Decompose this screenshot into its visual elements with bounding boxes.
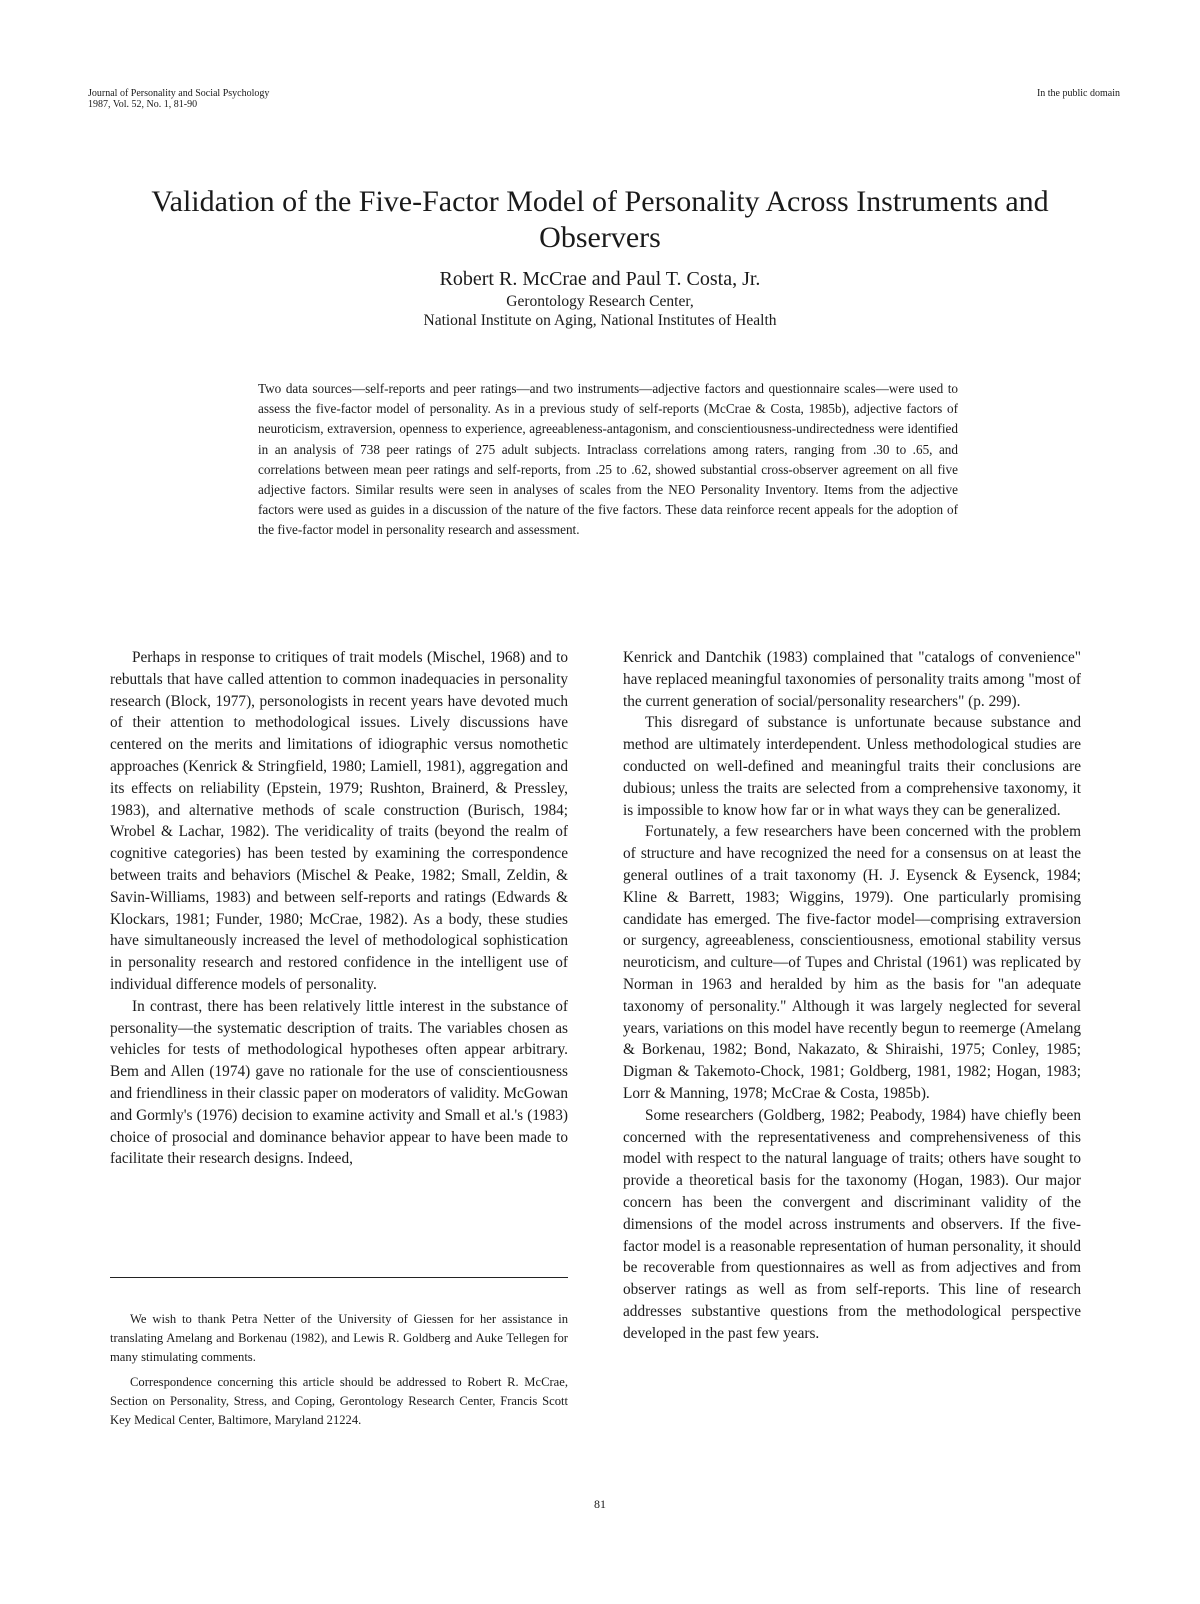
journal-name: Journal of Personality and Social Psychology: [88, 88, 270, 99]
paper-title: Validation of the Five-Factor Model of Personality Across Instruments and Observers: [151, 185, 1049, 255]
body-paragraph: In contrast, there has been relatively little interest in the substance of personality—the systematic description of traits. The variables chosen as vehicles for tests of methodological hypotheses often appear arbitrary. Bem and Allen (1974) gave no rationale for the use of conscientiousness and friendliness in their classic paper on moderators of validity. McGowan and Gormly's (1976) decision to examine activity and Small et al.'s (1983) choice of prosocial and dominance behavior appear to have been made to facilitate their research designs. Indeed,: [110, 997, 568, 1168]
footnotes: [110, 1310, 568, 1436]
affiliation-line-1: Gerontology Research Center,: [506, 293, 694, 310]
acknowledgment-footnote: We wish to thank Petra Netter of the University of Giessen for her assistance in translating Amelang and Borkenau (1982), and Lewis R. Goldberg and Auke Tellegen for many stimulating comments.: [110, 1312, 568, 1364]
copyright-notice: In the public domain: [1036, 88, 1120, 99]
footnote-divider: [110, 1277, 568, 1278]
body-paragraph: This disregard of substance is unfortunate because substance and method are ultimately interdependent. Unless methodological studies are conducted on well-defined and meaningful traits their conclusions are dubious; unless the traits are selected from a comprehensive taxonomy, it is impossible to know how far or in what ways they can be generalized.: [623, 714, 1081, 819]
correspondence-footnote: Correspondence concerning this article should be addressed to Robert R. McCrae, Section on Personality, Stress, and Coping, Gerontology Research Center, Francis Scott Key Medical Center, Baltimore, Maryland 21224.: [110, 1375, 568, 1427]
affiliation-line-2: National Institute on Aging, National Institutes of Health: [423, 312, 777, 329]
author-affiliation: [150, 292, 1050, 330]
journal-volume: 1987, Vol. 52, No. 1, 81-90: [88, 99, 198, 110]
journal-citation: [88, 88, 269, 110]
body-paragraph: Some researchers (Goldberg, 1982; Peabody, 1984) have chiefly been concerned with the representativeness and comprehensiveness of this model with respect to the natural language of traits; others have sought to provide a theoretical basis for the taxonomy (Hogan, 1983). Our major concern has been the convergent and discriminant validity of the dimensions of the model across instruments and observers. If the five-factor model is a reasonable representation of human personality, it should be recoverable from questionnaires as well as from adjectives and from observer ratings as well as from self-reports. This line of research addresses substantive questions from the methodological perspective developed in the past few years.: [623, 1106, 1081, 1342]
body-paragraph: Kenrick and Dantchik (1983) complained that "catalogs of convenience" have replaced meaningful taxonomies of personality traits among "most of the current generation of social/personality researchers" (p. 299).: [623, 649, 1081, 710]
body-column-right: [623, 647, 1081, 1345]
page-number: 81: [594, 1497, 606, 1511]
abstract: Two data sources—self-reports and peer ratings—and two instruments—adjective factors and questionnaire scales—were used to assess the five-factor model of personality. As in a previous study of self-reports (McCrae & Costa, 1985b), adjective factors of neuroticism, extraversion, openness to experience, agreeableness-antagonism, and conscientiousness-undirectedness were identified in an analysis of 738 peer ratings of 275 adult subjects. Intraclass correlations among raters, ranging from .30 to .65, and correlations between mean peer ratings and self-reports, from .25 to .62, showed substantial cross-observer agreement on all five adjective factors. Similar results were seen in analyses of scales from the NEO Personality Inventory. Items from the adjective factors were used as guides in a discussion of the nature of the five factors. These data reinforce recent appeals for the adoption of the five-factor model in personality research and assessment.: [258, 381, 958, 538]
body-column-left: [110, 647, 568, 1170]
body-paragraph: Perhaps in response to critiques of trait models (Mischel, 1968) and to rebuttals that have called attention to common inadequacies in personality research (Block, 1977), personologists in recent years have devoted much of their attention to methodological issues. Lively discussions have centered on the merits and limitations of idiographic versus nomothetic approaches (Kenrick & Stringfield, 1980; Lamiell, 1981), aggregation and its effects on reliability (Epstein, 1979; Rushton, Brainerd, & Pressley, 1983), and alternative methods of scale construction (Burisch, 1984; Wrobel & Lachar, 1982). The veridicality of traits (beyond the realm of cognitive categories) has been tested by examining the correspondence between traits and behaviors (Mischel & Peake, 1982; Small, Zeldin, & Savin-Williams, 1983) and between self-reports and ratings (Edwards & Klockars, 1981; Funder, 1980; McCrae, 1982). As a body, these studies have simultaneously increased the level of methodological sophistication in personality research and restored confidence in the intelligent use of individual difference models of personality.: [110, 649, 568, 993]
body-paragraph: Fortunately, a few researchers have been concerned with the problem of structure and have recognized the need for a consensus on at least the general outlines of a trait taxonomy (H. J. Eysenck & Eysenck, 1984; Kline & Barrett, 1983; Wiggins, 1979). One particularly promising candidate has emerged. The five-factor model—comprising extraversion or surgency, agreeableness, conscientiousness, emotional stability versus neuroticism, and culture—of Tupes and Christal (1961) was replicated by Norman in 1963 and heralded by him as the basis for "an adequate taxonomy of personality." Although it was largely neglected for several years, variations on this model have recently begun to reemerge (Amelang & Borkenau, 1982; Bond, Nakazato, & Shiraishi, 1975; Conley, 1985; Digman & Takemoto-Chock, 1981; Goldberg, 1981, 1982; Hogan, 1983; Lorr & Manning, 1978; McCrae & Costa, 1985b).: [623, 823, 1081, 1102]
author-names: Robert R. McCrae and Paul T. Costa, Jr.: [439, 268, 761, 290]
